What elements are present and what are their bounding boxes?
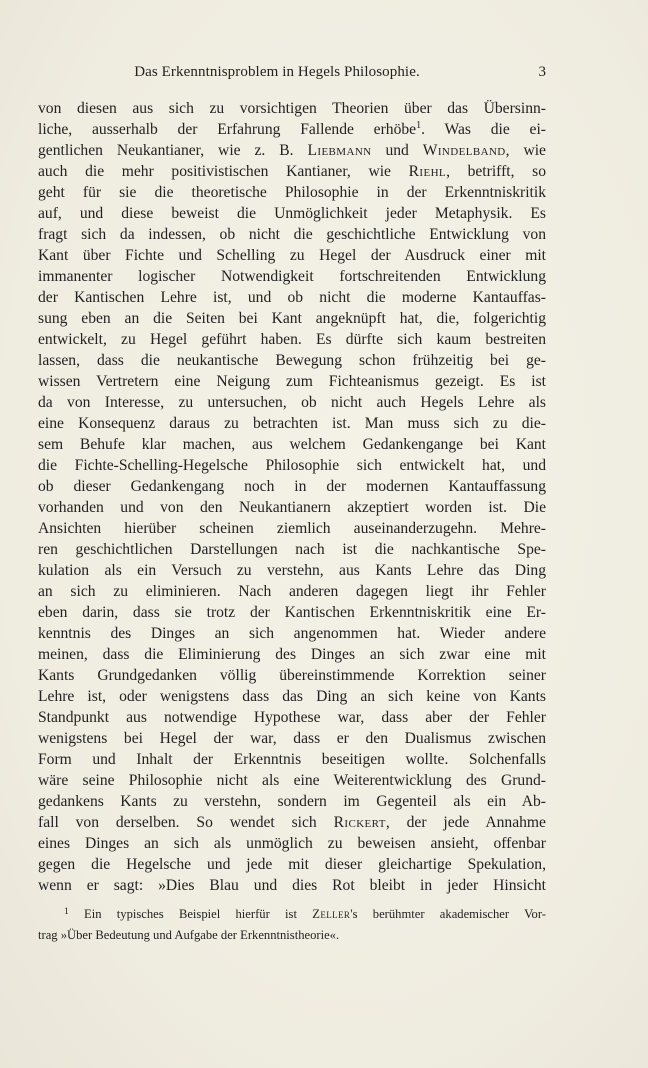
- text-line: eine Konsequenz daraus zu betrachten ist. Man muss sich zu die-: [38, 415, 546, 432]
- text-line: immanenter logischer Notwendigkeit fortschreitenden Entwicklung: [38, 268, 546, 285]
- text-line: meinen, dass die Eliminierung des Dinges an sich zwar eine mit: [38, 646, 546, 663]
- main-text: [38, 98, 546, 896]
- text-line: lassen, dass die neukantische Bewegung schon frühzeitig bei ge-: [38, 352, 546, 369]
- text-line: die Fichte-Schelling-Hegelsche Philosophie sich entwickelt hat, und: [38, 457, 546, 474]
- text-line: fragt sich da indessen, ob nicht die geschichtliche Entwicklung von: [38, 226, 546, 243]
- text-line: da von Interesse, zu untersuchen, ob nicht auch Hegels Lehre als: [38, 394, 546, 411]
- page-number: 3: [538, 64, 546, 80]
- text-line: gedankens Kants zu verstehn, sondern im Gegenteil als ein Ab-: [38, 793, 546, 810]
- text-segment: . Was die ei-: [421, 121, 546, 138]
- text-line: sem Behufe klar machen, aus welchem Gedankengange bei Kant: [38, 436, 546, 453]
- text-line: wäre seine Philosophie nicht als eine Weiterentwicklung des Grund-: [38, 772, 546, 789]
- author-name: Windelband: [422, 142, 506, 159]
- text-line: Standpunkt aus notwendige Hypothese war, dass aber der Fehler: [38, 709, 546, 726]
- footnote-line: [38, 904, 546, 925]
- text-line: kenntnis des Dinges an sich angenommen hat. Wieder andere: [38, 625, 546, 642]
- text-line: [38, 140, 546, 161]
- text-segment: 's berühmter akademischer Vor-: [350, 907, 546, 921]
- text-line: Form und Inhalt der Erkenntnis beseitigen wollte. Solchenfalls: [38, 751, 546, 768]
- text-line: entwickelt, zu Hegel geführt haben. Es dürfte sich kaum bestreiten: [38, 331, 546, 348]
- text-line: Lehre ist, oder wenigstens dass das Ding an sich keine von Kants: [38, 688, 546, 705]
- text-line: wenn er sagt: »Dies Blau und dies Rot bleibt in jeder Hinsicht: [38, 877, 546, 894]
- text-segment: , betrifft, so: [446, 163, 546, 180]
- text-line: eben darin, dass sie trotz der Kantischen Erkenntniskritik eine Er-: [38, 604, 546, 621]
- author-name: Zeller: [312, 907, 351, 921]
- text-line: [38, 119, 546, 140]
- text-line: gegen die Hegelsche und jede mit dieser gleichartige Spekulation,: [38, 856, 546, 873]
- text-line: Kants Grundgedanken völlig übereinstimmende Korrektion seiner: [38, 667, 546, 684]
- author-name: Liebmann: [307, 142, 372, 159]
- text-line: von diesen aus sich zu vorsichtigen Theorien über das Übersinn-: [38, 100, 546, 117]
- text-segment: liche, ausserhalb der Erfahrung Fallende erhöbe: [38, 121, 417, 138]
- text-line: wissen Vertretern eine Neigung zum Fichteanismus gezeigt. Es ist: [38, 373, 546, 390]
- footnote-line: trag »Über Bedeutung und Aufgabe der Erkenntnistheorie«.: [38, 928, 340, 942]
- text-segment: gentlichen Neukantianer, wie z. B.: [38, 142, 294, 159]
- footnote-reference[interactable]: 1: [416, 120, 422, 131]
- text-line: Ansichten hierüber scheinen ziemlich auseinanderzugehn. Mehre-: [38, 520, 546, 537]
- page-header: [38, 64, 546, 86]
- text-line: geht für sie die theoretische Philosophie in der Erkenntniskritik: [38, 184, 546, 201]
- text-segment: auch die mehr positivistischen Kantianer, wie: [38, 163, 391, 180]
- footnote: [38, 904, 546, 946]
- text-segment: , wie: [505, 142, 546, 159]
- text-line: an sich zu eliminieren. Nach anderen dagegen liegt ihr Fehler: [38, 583, 546, 600]
- text-segment: , der jede Annahme: [385, 814, 546, 831]
- footnote-mark: 1: [64, 907, 69, 917]
- text-segment: und: [385, 142, 409, 159]
- author-name: Riehl: [408, 163, 447, 180]
- text-line: der Kantischen Lehre ist, und ob nicht die moderne Kantauffas-: [38, 289, 546, 306]
- text-line: ob dieser Gedankengang noch in der modernen Kantauffassung: [38, 478, 546, 495]
- text-line: auf, und diese beweist die Unmöglichkeit jeder Metaphysik. Es: [38, 205, 546, 222]
- text-line: sung eben an die Seiten bei Kant angeknüpft hat, die, folgerichtig: [38, 310, 546, 327]
- text-segment: fall von derselben. So wendet sich: [38, 814, 317, 831]
- text-line: ren geschichtlichen Darstellungen nach ist die nachkantische Spe-: [38, 541, 546, 558]
- text-line: [38, 812, 546, 833]
- text-segment: Ein typisches Beispiel hierfür ist: [84, 907, 297, 921]
- text-line: eines Dinges an sich als unmöglich zu beweisen ansieht, offenbar: [38, 835, 546, 852]
- text-line: kulation als ein Versuch zu verstehn, aus Kants Lehre das Ding: [38, 562, 546, 579]
- text-line: vorhanden und von den Neukantianern akzeptiert worden ist. Die: [38, 499, 546, 516]
- running-title: Das Erkenntnisproblem in Hegels Philosophie.: [134, 64, 420, 80]
- author-name: Rickert: [333, 814, 386, 831]
- text-line: [38, 161, 546, 182]
- text-line: Kant über Fichte und Schelling zu Hegel der Ausdruck einer mit: [38, 247, 546, 264]
- text-line: wenigstens bei Hegel der war, dass er den Dualismus zwischen: [38, 730, 546, 747]
